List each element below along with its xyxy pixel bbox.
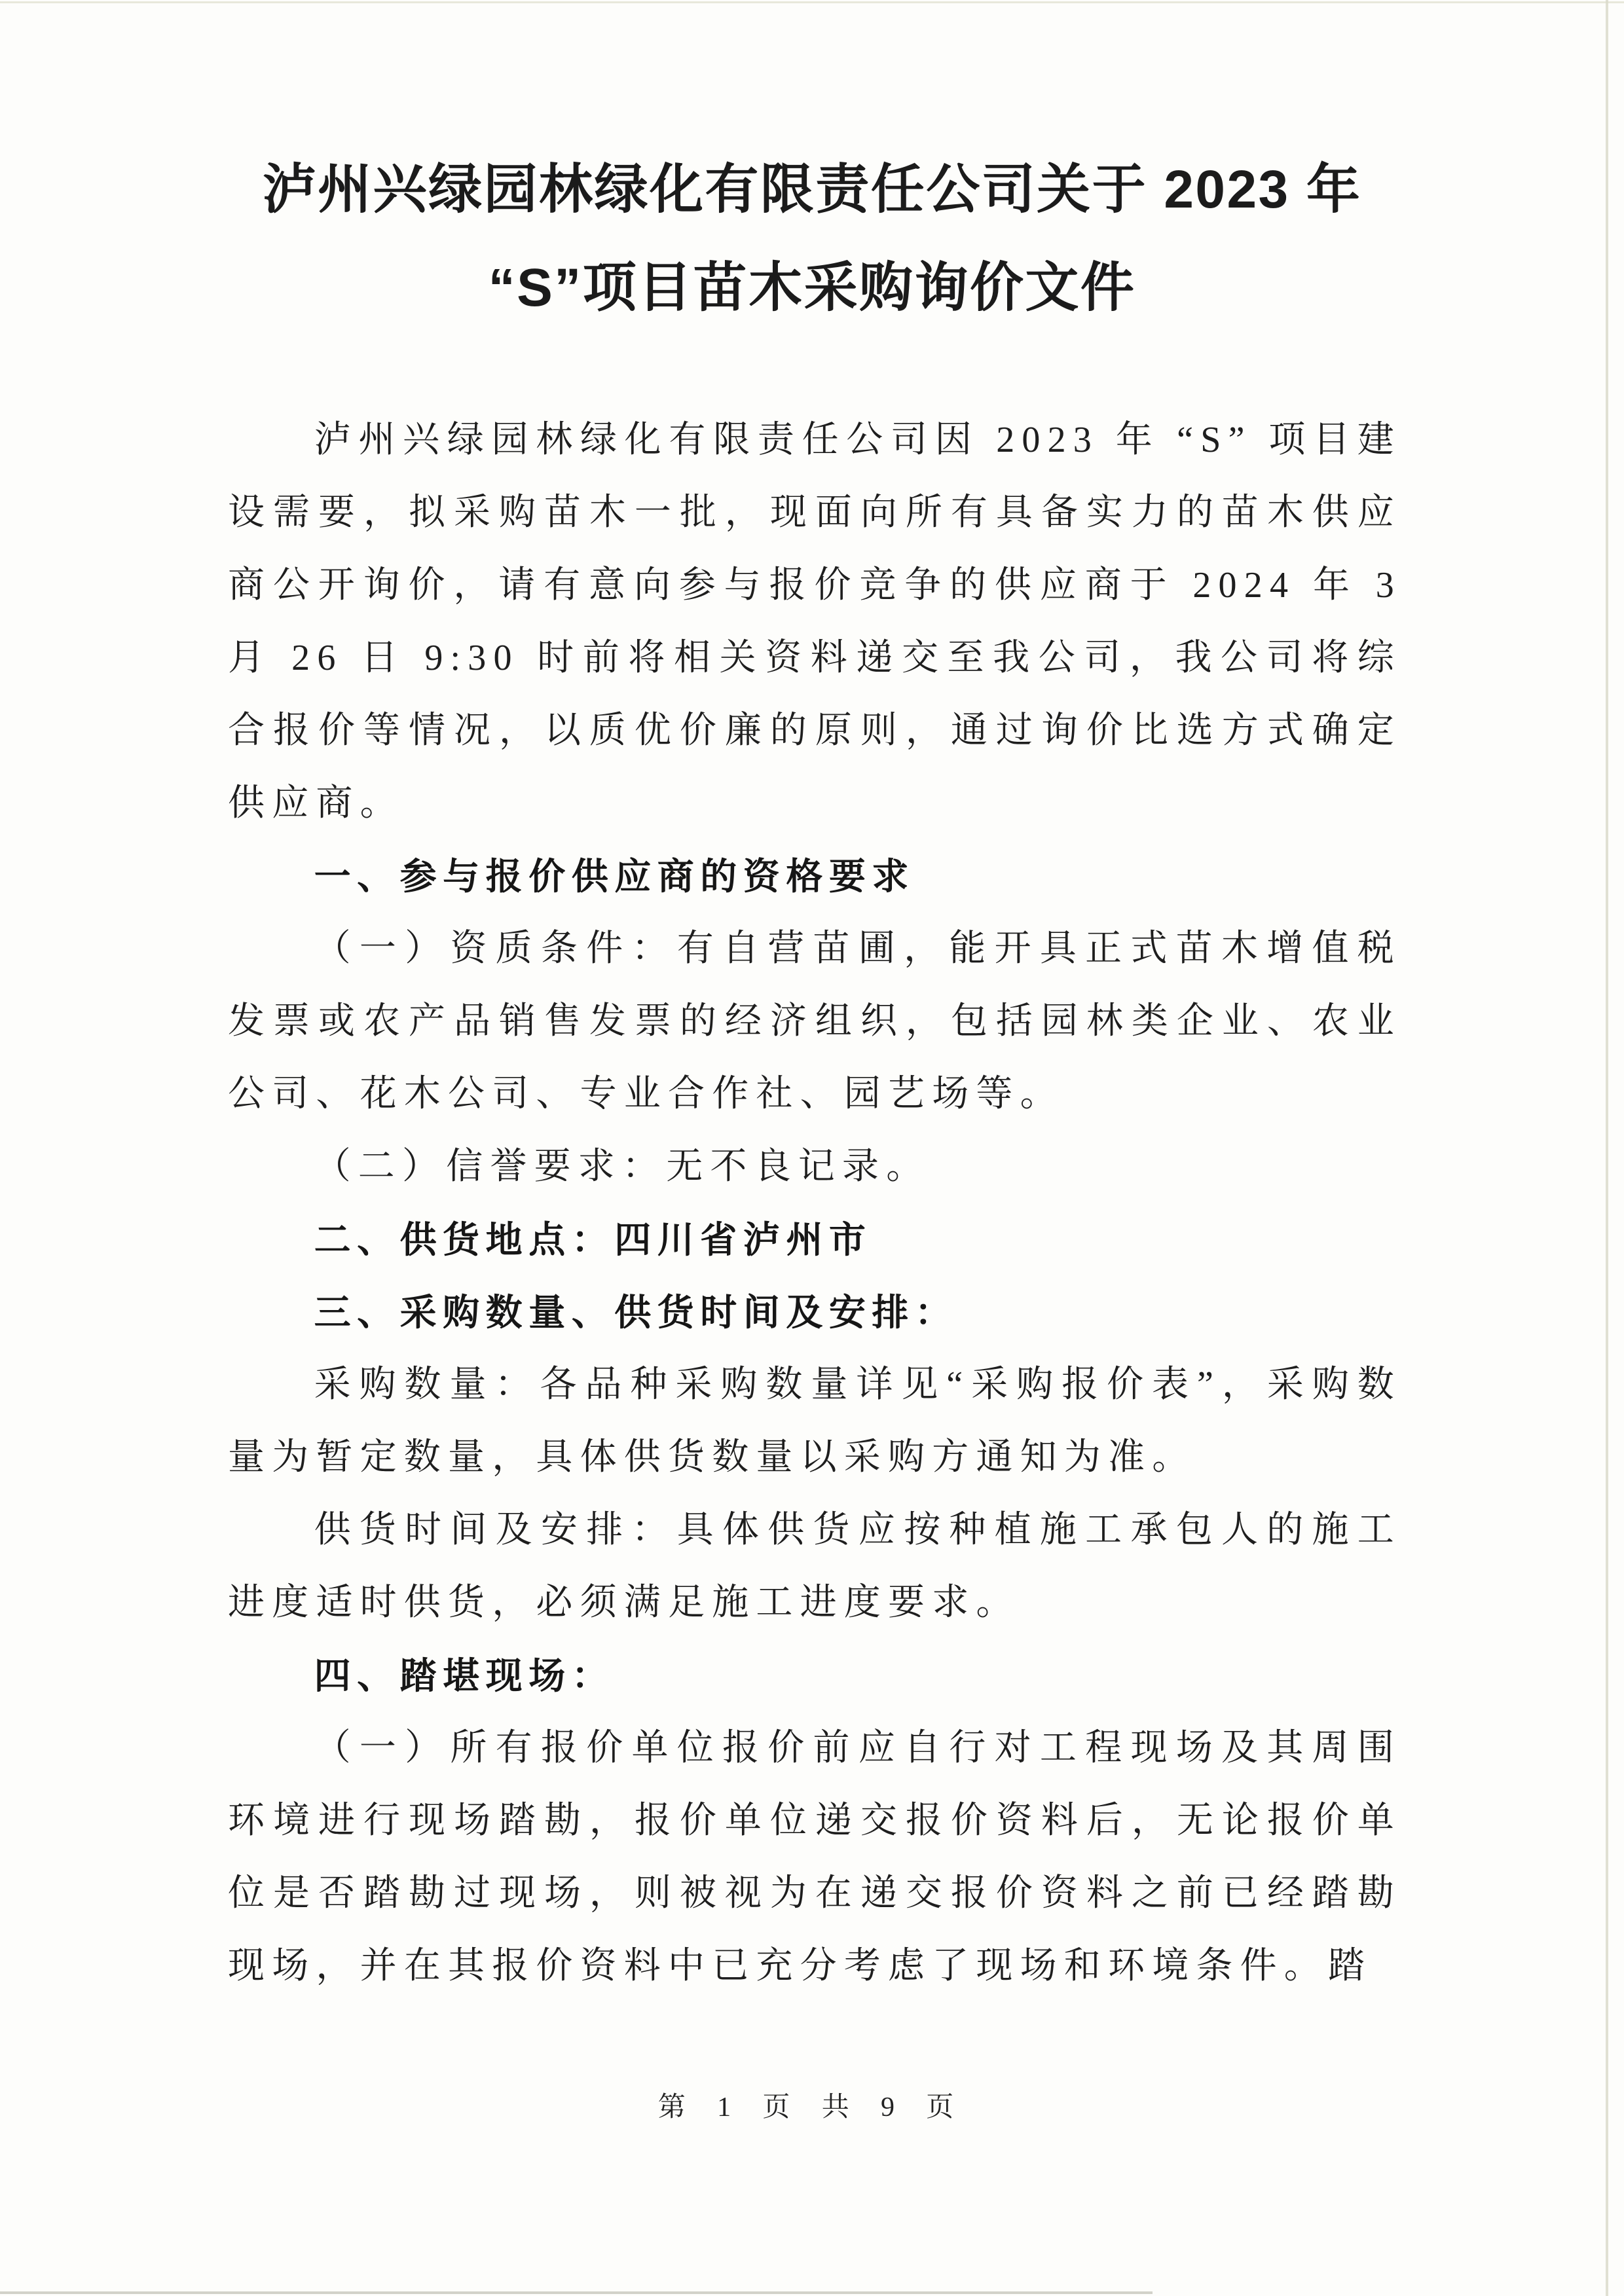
section-heading-site-visit: 四、踏堪现场：: [314, 1655, 615, 1696]
paragraph-qualification-conditions: （一）资质条件：有自营苗圃，能开具正式苗木增值税发票或农产品销售发票的经济组织，包括园林类企业、农业公司、花木公司、专业合作社、园艺场等。: [228, 928, 1401, 1114]
page-number-label: 第 1 页 共 9 页: [657, 2092, 967, 2123]
section-heading-qualifications: 一、参与报价供应商的资格要求: [314, 856, 915, 897]
scan-edge-bottom: [0, 2291, 1153, 2294]
paragraph-credit-requirement: （二）信誉要求：无不良记录。: [314, 1146, 931, 1187]
paragraph-site-visit-detail: （一）所有报价单位报价前应自行对工程现场及其周围环境进行现场踏勘，报价单位递交报价资料后，无论报价单位是否踏勘过现场，则被视为在递交报价资料之前已经踏勘现场，并在其报价资料中已充分考虑了现场和环境条件。踏: [228, 1728, 1401, 1986]
document-body: [228, 404, 1401, 2003]
document-title-line1: 泸州兴绿园林绿化有限责任公司关于 2023 年: [262, 160, 1362, 219]
scan-edge-top: [0, 1, 1624, 3]
scan-edge-right: [1606, 0, 1608, 2296]
section-heading-delivery-location: 二、供货地点：四川省泸州市: [314, 1219, 872, 1260]
document-title-line2: “S”项目苗木采购询价文件: [488, 258, 1136, 318]
paragraph-intro: 泸州兴绿园林绿化有限责任公司因 2023 年 “S” 项目建设需要，拟采购苗木一批，现面向所有具备实力的苗木供应商公开询价，请有意向参与报价竞争的供应商于 2024 年 3 月 26 日 9:30 时前将相关资料递交至我公司，我公司将综合报价等情况，以质优价廉的原则，通过询价比选方式确定供应商。: [228, 420, 1401, 824]
paragraph-purchase-quantity: 采购数量：各品种采购数量详见“采购报价表”，采购数量为暂定数量，具体供货数量以采购方通知为准。: [228, 1364, 1401, 1478]
section-heading-quantity-schedule: 三、采购数量、供货时间及安排：: [314, 1292, 958, 1333]
paragraph-delivery-time: 供货时间及安排：具体供货应按种植施工承包人的施工进度适时供货，必须满足施工进度要求。: [228, 1510, 1401, 1623]
page-footer: [0, 2085, 1624, 2124]
document-title: [0, 0, 1624, 337]
